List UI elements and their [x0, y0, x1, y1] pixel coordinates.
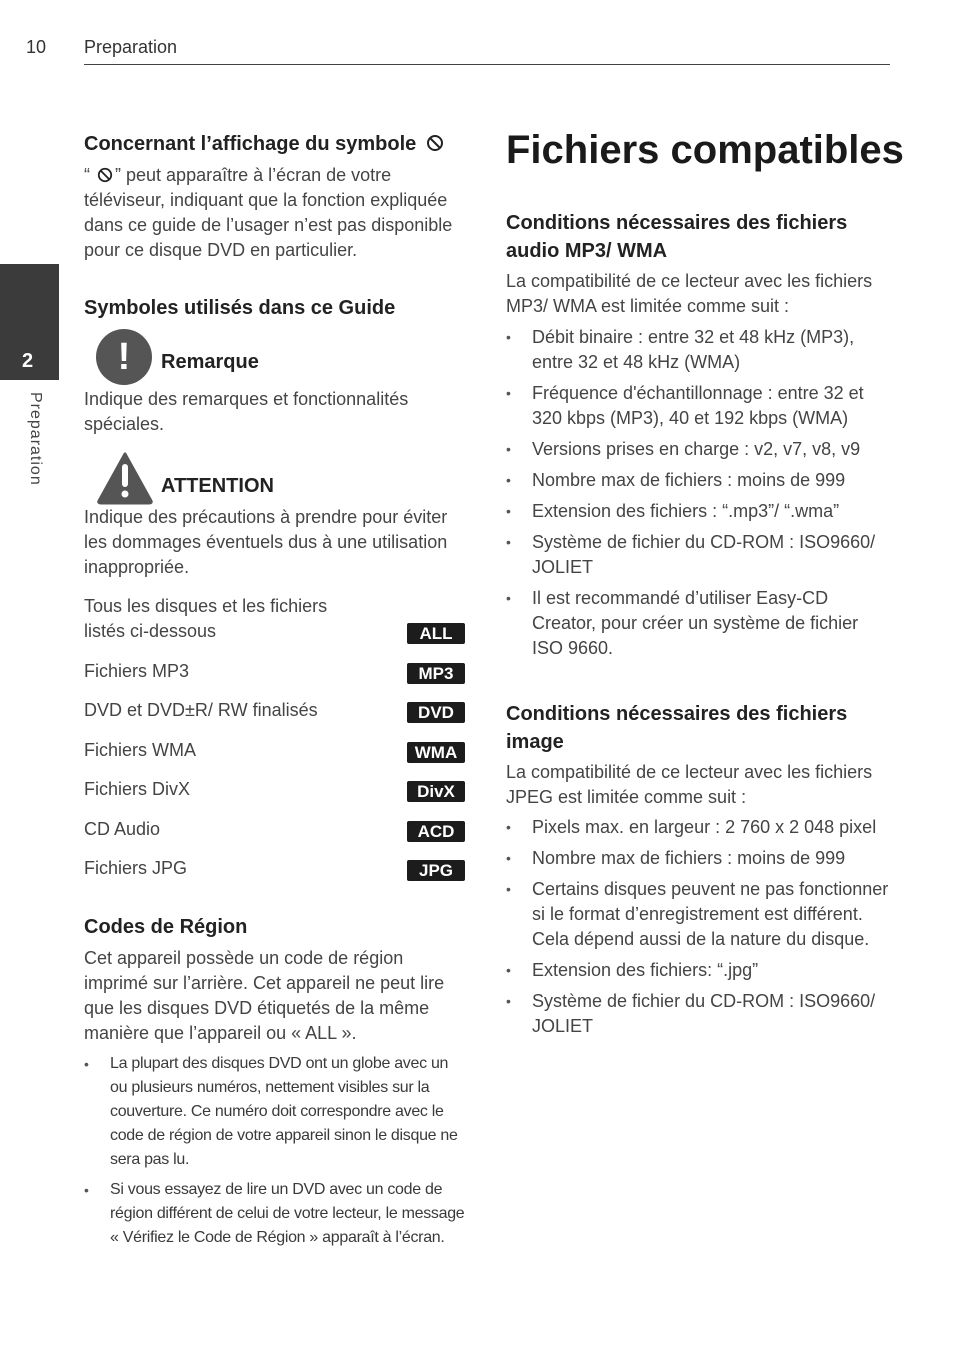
list-item: • Certains disques peuvent ne pas fonctionner si le format d’enregistrement est différent. Cela dépend aussi de la nature du disque.: [506, 877, 890, 952]
mp3-badge: MP3: [407, 663, 465, 684]
note-icon: !: [96, 329, 152, 385]
acd-badge: ACD: [407, 821, 465, 842]
region-list: [84, 1052, 468, 1256]
symbol-row-jpg: [84, 845, 465, 881]
symbol-description: ” peut apparaître à l’écran de votre téléviseur, indiquant que la fonction expliquée dans ce guide de l’usager n’est pas disponible pour ce disque DVD en particulier.: [84, 165, 453, 260]
prohibited-icon: [426, 134, 444, 152]
page-title: Fichiers compatibles: [506, 128, 904, 172]
symbol-row-divx: [84, 766, 465, 802]
symbol-row-wma: [84, 727, 465, 763]
symbol-label: Fichiers MP3: [84, 661, 190, 681]
open-quote: “: [84, 165, 90, 185]
chapter-label: Preparation: [27, 392, 44, 486]
list-item: • Système de fichier du CD-ROM : ISO9660/ JOLIET: [506, 989, 890, 1039]
list-item: • Nombre max de fichiers : moins de 999: [506, 468, 890, 493]
audio-list: [506, 325, 890, 667]
list-item: • Extension des fichiers: “.jpg”: [506, 958, 890, 983]
note-label: Remarque: [161, 351, 259, 373]
list-item: • Nombre max de fichiers : moins de 999: [506, 846, 890, 871]
audio-heading: Conditions nécessaires des fichiers audio MP3/ WMA: [506, 212, 848, 262]
symbol-label: Fichiers WMA: [84, 740, 196, 760]
list-item: • Versions prises en charge : v2, v7, v8, v9: [506, 437, 890, 462]
symbol-heading: [84, 130, 465, 158]
image-list: [506, 815, 890, 1045]
symbol-label: DVD et DVD±R/ RW finalisés: [84, 700, 318, 720]
symbol-row-acd: [84, 806, 465, 842]
image-heading: Conditions nécessaires des fichiers image: [506, 703, 848, 753]
symbol-label: CD Audio: [84, 819, 161, 839]
image-intro: La compatibilité de ce lecteur avec les fichiers JPEG est limitée comme suit :: [506, 762, 873, 807]
header-rule: [84, 64, 890, 65]
section-title: Preparation: [84, 37, 178, 57]
page-number: 10: [26, 37, 47, 57]
symbol-row-dvd: [84, 687, 465, 723]
symbol-row-mp3: [84, 648, 465, 684]
divx-badge: DivX: [407, 781, 465, 802]
note-text: Indique des remarques et fonctionnalités spéciales.: [84, 389, 409, 434]
caution-text: Indique des précautions à prendre pour éviter les dommages éventuels dus à une utilisation inappropriée.: [84, 507, 448, 577]
dvd-badge: DVD: [407, 702, 465, 723]
list-item: • Il est recommandé d’utiliser Easy-CD Creator, pour créer un système de fichier ISO 9660.: [506, 586, 890, 661]
symbol-heading-text: Concernant l’affichage du symbole: [84, 133, 417, 155]
symbol-paragraph: [84, 163, 465, 263]
symbol-row-all: [84, 596, 465, 644]
prohibited-icon: [97, 167, 113, 183]
jpg-badge: JPG: [407, 860, 465, 881]
list-item: • Fréquence d'échantillonnage : entre 32 et 320 kbps (MP3), 40 et 192 kbps (WMA): [506, 381, 890, 431]
list-item: • Extension des fichiers : “.mp3”/ “.wma”: [506, 499, 890, 524]
symbol-label: Fichiers JPG: [84, 858, 188, 878]
symbol-label: Fichiers DivX: [84, 779, 191, 799]
list-item: • Pixels max. en largeur : 2 760 x 2 048 pixel: [506, 815, 890, 840]
list-item: • Si vous essayez de lire un DVD avec un code de région différent de celui de votre lecteur, le message « Vérifiez le Code de Région » apparaît à l’écran.: [84, 1178, 468, 1250]
region-heading: Codes de Région: [84, 916, 248, 938]
warning-icon: [96, 451, 154, 505]
list-item: • La plupart des disques DVD ont un globe avec un ou plusieurs numéros, nettement visibles sur la couverture. Ce numéro doit correspondre avec le code de région de votre appareil sinon le disque ne sera pas lu.: [84, 1052, 468, 1172]
wma-badge: WMA: [407, 742, 465, 763]
guide-heading: Symboles utilisés dans ce Guide: [84, 297, 396, 319]
audio-intro: La compatibilité de ce lecteur avec les fichiers MP3/ WMA est limitée comme suit :: [506, 271, 873, 316]
symbol-label: Tous les disques et les fichiers listés ci-dessous: [84, 596, 328, 641]
chapter-number: 2: [22, 350, 34, 372]
region-text: Cet appareil possède un code de région imprimé sur l’arrière. Cet appareil ne peut lire que les disques DVD étiquetés de la même manière que l’appareil ou « ALL ».: [84, 948, 445, 1043]
all-badge: ALL: [407, 623, 465, 644]
list-item: • Débit binaire : entre 32 et 48 kHz (MP3), entre 32 et 48 kHz (WMA): [506, 325, 890, 375]
caution-label: ATTENTION: [161, 475, 274, 497]
list-item: • Système de fichier du CD-ROM : ISO9660/ JOLIET: [506, 530, 890, 580]
